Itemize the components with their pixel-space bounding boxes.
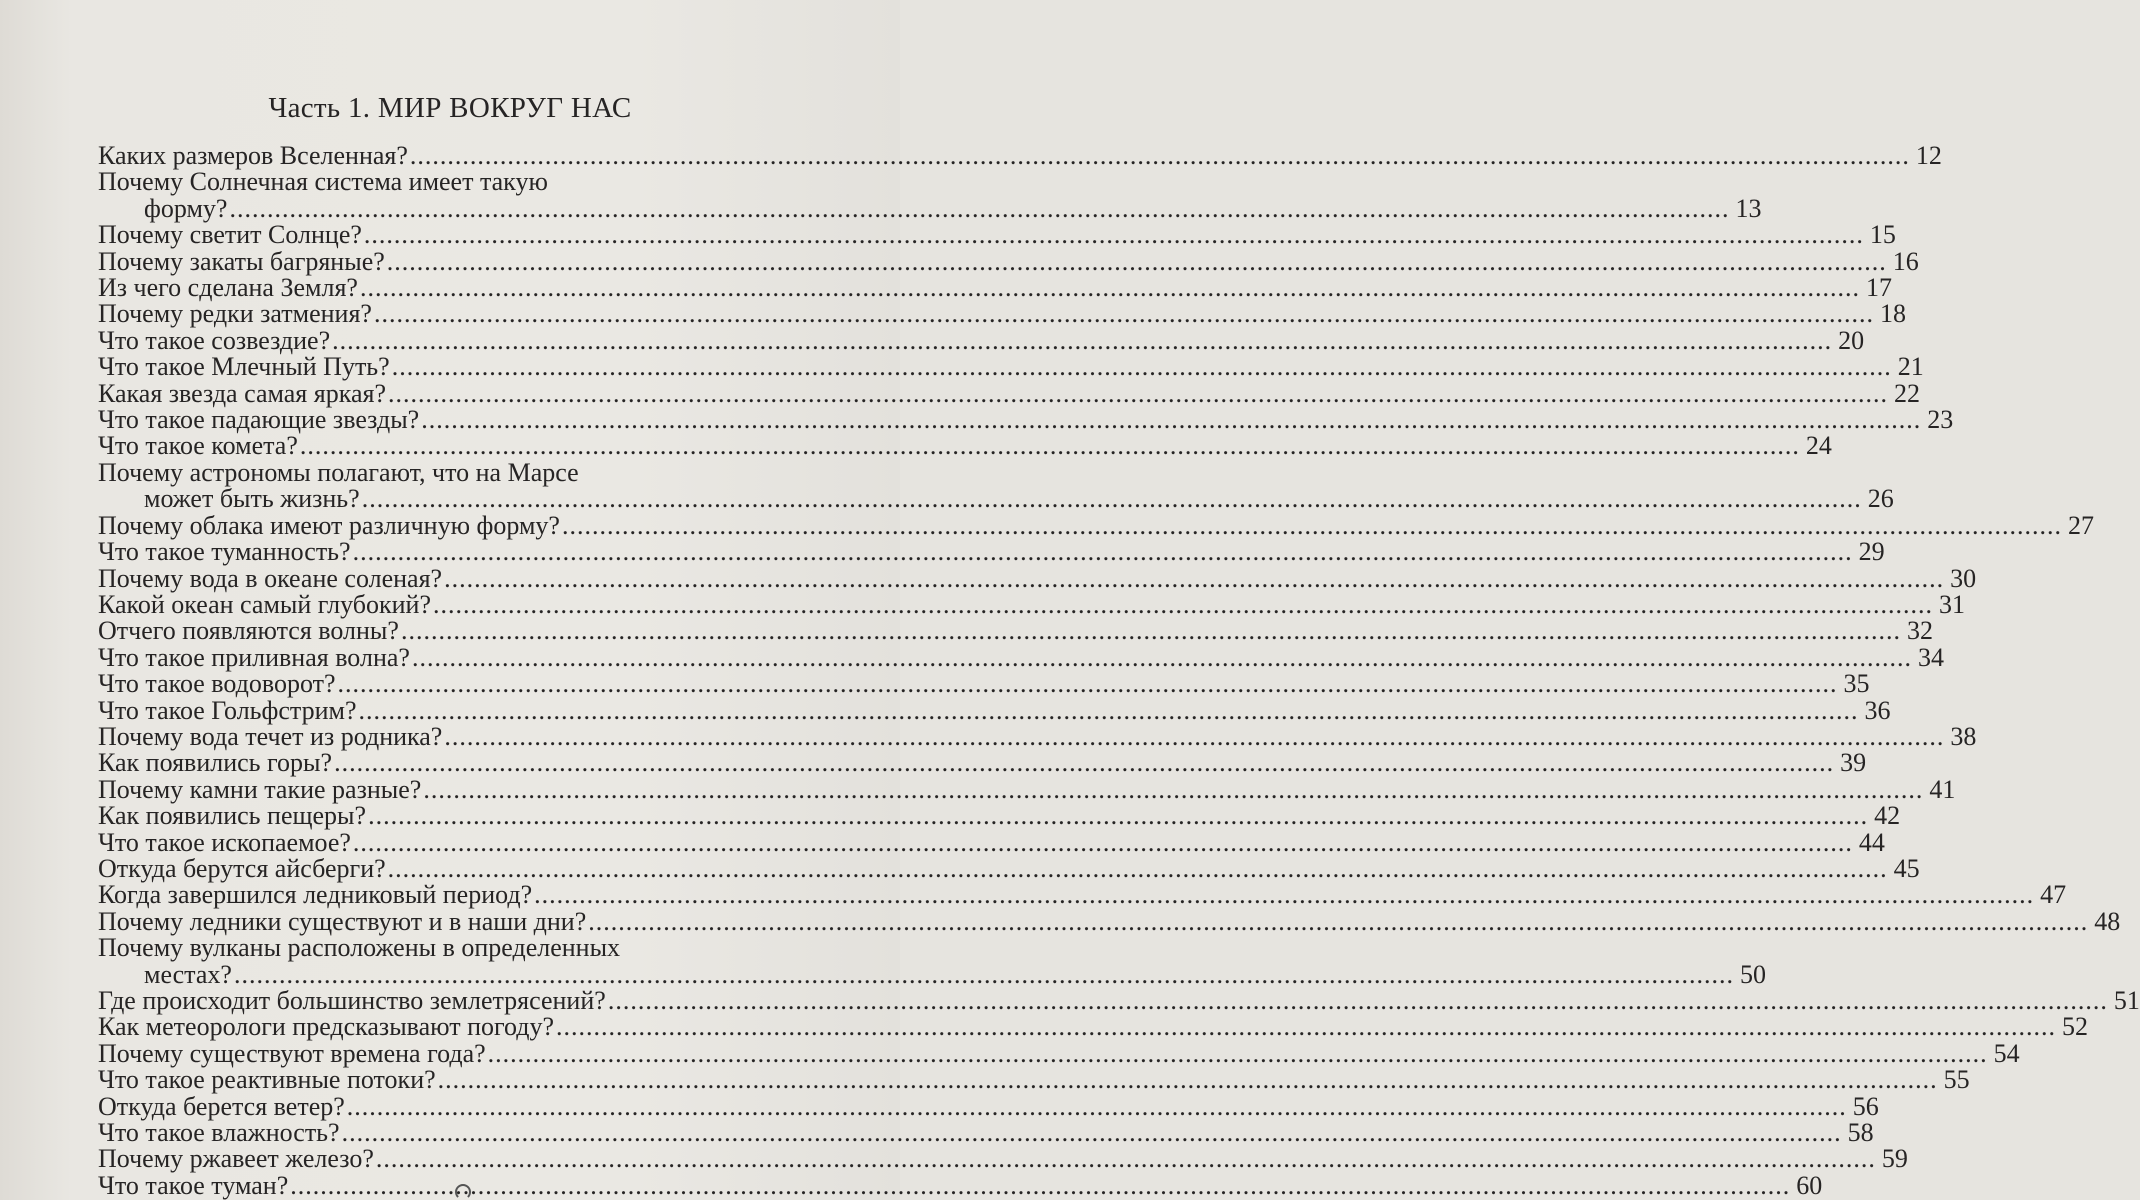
toc-entry-title: Что такое туманность?: [98, 537, 351, 567]
toc-entry-title: Почему камни такие разные?: [98, 774, 422, 804]
toc-entry-line: [98, 537, 1885, 567]
toc-entry-line: [98, 1038, 2020, 1068]
dot-leader: ........................................................................................................................................................................................................: [561, 510, 2062, 540]
toc-entry: [98, 616, 1933, 646]
toc-page-number: 24: [1805, 431, 1832, 461]
toc-entry-title: Почему Солнечная система имеет такую: [98, 167, 548, 197]
toc-entry-line: [98, 959, 1766, 989]
toc-page-number: 15: [1869, 220, 1896, 250]
toc-page-number: 12: [1915, 141, 1942, 170]
toc-entry: [98, 933, 1766, 989]
dot-leader: ........................................................................................................................................................................................................: [337, 669, 1838, 699]
toc-page-number: 48: [2094, 906, 2121, 936]
toc-entry: [98, 1065, 1970, 1095]
dot-leader: ........................................................................................................................................................................................................: [341, 1118, 1842, 1148]
toc-page-number: 13: [1735, 193, 1762, 223]
toc-page-number: 38: [1950, 721, 1977, 751]
toc-page-number: 16: [1892, 246, 1919, 276]
toc-page-number: 54: [1993, 1038, 2020, 1068]
toc-entry-line: [98, 325, 1865, 355]
toc-entry-title: Какая звезда самая яркая?: [98, 378, 387, 408]
toc-entry: [98, 563, 1977, 593]
toc-entry: [98, 299, 1906, 329]
toc-entry: [98, 537, 1885, 567]
toc-entry: [98, 167, 1762, 223]
dot-leader: ........................................................................................................................................................................................................: [588, 906, 2089, 936]
toc-entry-line: [98, 695, 1891, 725]
toc-page-number: 32: [1906, 616, 1933, 646]
dot-leader: ........................................................................................................................................................................................................: [421, 405, 1922, 435]
toc-entry: [98, 1091, 1879, 1121]
toc-entry-line: [98, 1144, 1908, 1174]
toc-page-number: 22: [1894, 378, 1921, 408]
dot-leader: ........................................................................................................................................................................................................: [409, 141, 1910, 170]
toc-entry-title: Почему астрономы полагают, что на Марсе: [98, 457, 579, 487]
toc-page-number: 56: [1852, 1091, 1879, 1121]
dot-leader: ........................................................................................................................................................................................................: [556, 1012, 2057, 1042]
toc-entry: [98, 853, 1920, 883]
dot-leader: ........................................................................................................................................................................................................: [352, 537, 1853, 567]
toc-entry-line: [98, 193, 1762, 223]
toc-page-number: 58: [1847, 1118, 1874, 1148]
toc-entry-line: [98, 141, 1942, 170]
toc-page-number: 18: [1879, 299, 1906, 329]
toc-entry-title-continuation: форму?: [144, 193, 228, 223]
toc-entry: [98, 906, 2121, 936]
toc-entry-title: Когда завершился ледниковый период?: [98, 880, 533, 910]
toc-entry: [98, 801, 1901, 831]
toc-entry-line: [98, 431, 1832, 461]
toc-entry-line: [98, 1012, 2089, 1042]
toc-entry: [98, 352, 1924, 382]
toc-page-number: 20: [1838, 325, 1865, 355]
toc-entry-line: [98, 1118, 1874, 1148]
toc-entry: [98, 1118, 1874, 1148]
dot-leader: ........................................................................................................................................................................................................: [334, 748, 1835, 778]
toc-entry: [98, 1012, 2089, 1042]
dot-leader: ........................................................................................................................................................................................................: [437, 1065, 1938, 1095]
toc-entry-line: [98, 853, 1920, 883]
toc-entry-title: Что такое падающие звезды?: [98, 405, 420, 435]
toc-page-number: 41: [1929, 774, 1956, 804]
toc-entry-line: [98, 827, 1885, 857]
toc-entry-title: Как появились горы?: [98, 748, 333, 778]
toc-entry-line: [98, 405, 1954, 435]
dot-leader: ........................................................................................................................................................................................................: [233, 959, 1734, 989]
toc-entry-line: [98, 378, 1921, 408]
dot-leader: ........................................................................................................................................................................................................: [534, 880, 2035, 910]
dot-leader: ........................................................................................................................................................................................................: [346, 1091, 1847, 1121]
toc-entry-title: Что такое туман?: [98, 1170, 289, 1200]
toc-entry-title: Почему ржавеет железо?: [98, 1144, 374, 1174]
toc-entry-title: Почему вулканы расположены в определенных: [98, 933, 621, 963]
toc-page-number: 59: [1881, 1144, 1908, 1174]
toc-entry: [98, 669, 1870, 699]
toc-entry-line: [98, 1065, 1970, 1095]
toc-entry-title: Почему закаты багряные?: [98, 246, 385, 276]
toc-page-number: 30: [1950, 563, 1977, 593]
dot-leader: ........................................................................................................................................................................................................: [229, 193, 1730, 223]
toc-entry-title: Почему редки затмения?: [98, 299, 372, 329]
toc-entry: [98, 695, 1891, 725]
toc-entry: [98, 141, 1942, 170]
toc-page-number: 47: [2040, 880, 2067, 910]
toc-entry-line: [98, 484, 1894, 514]
toc-entry-title: Отчего появляются волны?: [98, 616, 399, 646]
toc-entry-title: Что такое Гольфстрим?: [98, 695, 357, 725]
toc-entry: [98, 431, 1832, 461]
toc-entry-line: [98, 721, 1977, 751]
toc-page-number: 60: [1796, 1170, 1823, 1200]
toc-entry: [98, 405, 1954, 435]
toc-entry-line: [98, 801, 1901, 831]
toc-page-number: 26: [1867, 484, 1894, 514]
toc-entry-line: [98, 616, 1933, 646]
toc-entry-title: Что такое приливная волна?: [98, 642, 410, 672]
toc-page-number: 35: [1843, 669, 1870, 699]
toc-entry-title: Где происходит большинство землетрясений?: [98, 986, 606, 1015]
toc-entry-title: Что такое созвездие?: [98, 325, 331, 355]
toc-entry: [98, 721, 1977, 751]
toc-page-number: 51: [2113, 986, 2140, 1015]
toc-entry: [98, 642, 1944, 672]
table-of-contents: [98, 141, 2140, 1200]
toc-page-number: 42: [1874, 801, 1901, 831]
toc-entry: [98, 457, 1894, 514]
toc-entry-title: Почему облака имеют различную форму?: [98, 510, 560, 540]
toc-page-number: 36: [1864, 695, 1891, 725]
dot-leader: ........................................................................................................................................................................................................: [332, 325, 1833, 355]
toc-entry-line: [98, 669, 1870, 699]
toc-entry-title: Что такое влажность?: [98, 1118, 340, 1148]
dot-leader: ........................................................................................................................................................................................................: [361, 484, 1862, 514]
dot-leader: ........................................................................................................................................................................................................: [387, 853, 1888, 883]
dot-leader: ........................................................................................................................................................................................................: [423, 774, 1924, 804]
toc-entry-title: Что такое Млечный Путь?: [98, 352, 390, 382]
toc-entry: [98, 827, 1885, 857]
toc-entry-line: [98, 510, 2094, 540]
toc-page-number: 44: [1858, 827, 1885, 857]
toc-entry-title: Что такое реактивные потоки?: [98, 1065, 436, 1095]
toc-entry-line: [98, 299, 1906, 329]
dot-leader: ........................................................................................................................................................................................................: [375, 1144, 1876, 1174]
dot-leader: ........................................................................................................................................................................................................: [299, 431, 1800, 461]
toc-entry: [98, 986, 2140, 1015]
toc-entry-line: [98, 589, 1965, 619]
toc-entry-line: [98, 273, 1892, 303]
toc-entry-line: [98, 906, 2121, 936]
toc-page-number: 50: [1739, 959, 1766, 989]
toc-entry-title: Почему вода течет из родника?: [98, 721, 443, 751]
toc-entry: [98, 589, 1965, 619]
dot-leader: ........................................................................................................................................................................................................: [391, 352, 1892, 382]
toc-entry: [98, 1144, 1908, 1174]
toc-entry-title: Откуда берутся айсберги?: [98, 853, 386, 883]
toc-entry-title-continuation: может быть жизнь?: [144, 484, 360, 514]
dot-leader: ........................................................................................................................................................................................................: [444, 563, 1945, 593]
toc-entry-line: [98, 986, 2140, 1015]
toc-page-number: 17: [1865, 273, 1892, 303]
toc-entry-title: Что такое водоворот?: [98, 669, 336, 699]
toc-entry-line: [98, 246, 1919, 276]
section-heading: Часть 1. МИР ВОКРУГ НАС: [268, 92, 632, 124]
toc-page-number: 55: [1943, 1065, 1970, 1095]
toc-entry-title: Почему ледники существуют и в наши дни?: [98, 906, 587, 936]
toc-entry-title: Из чего сделана Земля?: [98, 273, 358, 303]
dot-leader: ........................................................................................................................................................................................................: [411, 642, 1912, 672]
toc-page-number: 45: [1893, 853, 1920, 883]
toc-entry-line: [98, 220, 1896, 250]
toc-entry-title: Как метеорологи предсказывают погоду?: [98, 1012, 555, 1042]
toc-entry-line: [98, 563, 1977, 593]
toc-entry-title: Каких размеров Вселенная?: [98, 141, 408, 170]
dot-leader: ........................................................................................................................................................................................................: [433, 589, 1933, 619]
toc-page-number: 39: [1840, 748, 1867, 778]
toc-entry-title-continuation: местах?: [144, 959, 232, 989]
toc-page-number: 31: [1939, 589, 1965, 619]
toc-entry: [98, 325, 1865, 355]
toc-page-number: 34: [1917, 642, 1944, 672]
toc-entry-line: [98, 774, 1956, 804]
toc-entry-title: Что такое ископаемое?: [98, 827, 351, 857]
toc-entry-title: Что такое комета?: [98, 431, 298, 461]
dot-leader: ........................................................................................................................................................................................................: [388, 378, 1889, 408]
dot-leader: ........................................................................................................................................................................................................: [358, 695, 1859, 725]
toc-entry-line: [98, 880, 2067, 910]
toc-entry: [98, 774, 1956, 804]
toc-entry: [98, 378, 1921, 408]
dot-leader: ........................................................................................................................................................................................................: [290, 1170, 1791, 1200]
dot-leader: ........................................................................................................................................................................................................: [607, 986, 2108, 1015]
toc-entry: [98, 220, 1896, 250]
toc-entry-title: Как появились пещеры?: [98, 801, 367, 831]
dot-leader: ........................................................................................................................................................................................................: [400, 616, 1901, 646]
toc-entry-line: [98, 352, 1924, 382]
dot-leader: ........................................................................................................................................................................................................: [444, 721, 1945, 751]
toc-entry-title: Откуда берется ветер?: [98, 1091, 345, 1121]
toc-entry-title: Почему вода в океане соленая?: [98, 563, 443, 593]
toc-entry: [98, 246, 1919, 276]
dot-leader: ........................................................................................................................................................................................................: [368, 801, 1869, 831]
toc-page-number: 23: [1927, 405, 1954, 435]
toc-entry-title: Почему светит Солнце?: [98, 220, 362, 250]
toc-entry: [98, 748, 1867, 778]
toc-entry-line: [98, 1091, 1879, 1121]
dot-leader: ........................................................................................................................................................................................................: [373, 299, 1874, 329]
toc-page-number: 52: [2062, 1012, 2089, 1042]
dot-leader: ........................................................................................................................................................................................................: [386, 246, 1887, 276]
toc-page-number: 27: [2067, 510, 2094, 540]
page-number-mark: [455, 1184, 471, 1200]
dot-leader: ........................................................................................................................................................................................................: [363, 220, 1864, 250]
toc-entry-line: [98, 748, 1867, 778]
toc-entry: [98, 1038, 2020, 1068]
dot-leader: ........................................................................................................................................................................................................: [487, 1038, 1988, 1068]
dot-leader: ........................................................................................................................................................................................................: [352, 827, 1853, 857]
toc-entry: [98, 880, 2067, 910]
toc-page-number: 21: [1897, 352, 1924, 382]
toc-entry-line: [98, 642, 1944, 672]
toc-page-number: 29: [1858, 537, 1885, 567]
dot-leader: ........................................................................................................................................................................................................: [359, 273, 1860, 303]
toc-entry: [98, 510, 2094, 540]
toc-entry-title: Почему существуют времена года?: [98, 1038, 486, 1068]
toc-entry-title: Какой океан самый глубокий?: [98, 589, 431, 619]
toc-entry: [98, 273, 1892, 303]
